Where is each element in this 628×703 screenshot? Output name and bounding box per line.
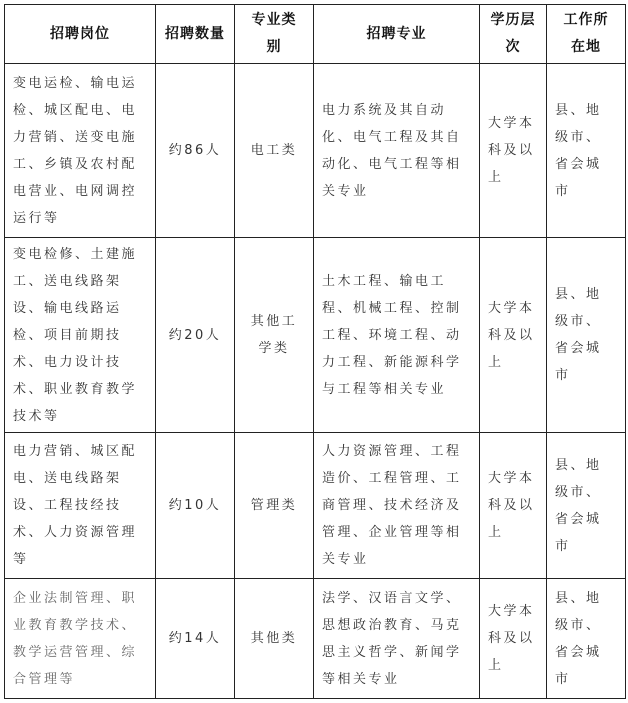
header-position: 招聘岗位 [5,5,156,64]
category-cell: 电工类 [235,64,314,238]
header-count: 招聘数量 [156,5,235,64]
positions-cell: 变电运检、输电运 检、城区配电、电 力营销、送变电施 工、乡镇及农村配 电营业、电网调控 运行等 [5,64,156,238]
category-cell: 其他工 学类 [235,238,314,433]
location-cell: 县、地 级市、 省会城 市 [547,433,626,579]
majors-cell: 人力资源管理、工程 造价、工程管理、工 商管理、技术经济及 管理、企业管理等相 关专业 [314,433,480,579]
location-cell: 县、地 级市、 省会城 市 [547,579,626,699]
education-cell: 大学本 科及以 上 [480,238,547,433]
table-row [5,238,626,433]
positions-cell: 变电检修、土建施 工、送电线路架 设、输电线路运 检、项目前期技 术、电力设计技 术、职业教育教学 技术等 [5,238,156,433]
positions-cell: 电力营销、城区配 电、送电线路架 设、工程技经技 术、人力资源管理 等 [5,433,156,579]
category-cell: 其他类 [235,579,314,699]
table-row [5,64,626,238]
location-cell: 县、地 级市、 省会城 市 [547,64,626,238]
positions-cell: 企业法制管理、职 业教育教学技术、 教学运营管理、综 合管理等 [5,579,156,699]
count-cell: 约10人 [156,433,235,579]
education-cell: 大学本 科及以 上 [480,64,547,238]
header-row [5,5,626,64]
header-category: 专业类 别 [235,5,314,64]
table-row [5,433,626,579]
majors-cell: 土木工程、输电工 程、机械工程、控制 工程、环境工程、动 力工程、新能源科学 与工程等相关专业 [314,238,480,433]
education-cell: 大学本 科及以 上 [480,433,547,579]
header-majors: 招聘专业 [314,5,480,64]
category-cell: 管理类 [235,433,314,579]
header-location: 工作所 在地 [547,5,626,64]
table-row [5,579,626,699]
education-cell: 大学本 科及以 上 [480,579,547,699]
count-cell: 约20人 [156,238,235,433]
location-cell: 县、地 级市、 省会城 市 [547,238,626,433]
count-cell: 约86人 [156,64,235,238]
header-education: 学历层 次 [480,5,547,64]
majors-cell: 电力系统及其自动 化、电气工程及其自 动化、电气工程等相 关专业 [314,64,480,238]
recruitment-table [4,4,626,699]
majors-cell: 法学、汉语言文学、 思想政治教育、马克 思主义哲学、新闻学 等相关专业 [314,579,480,699]
count-cell: 约14人 [156,579,235,699]
